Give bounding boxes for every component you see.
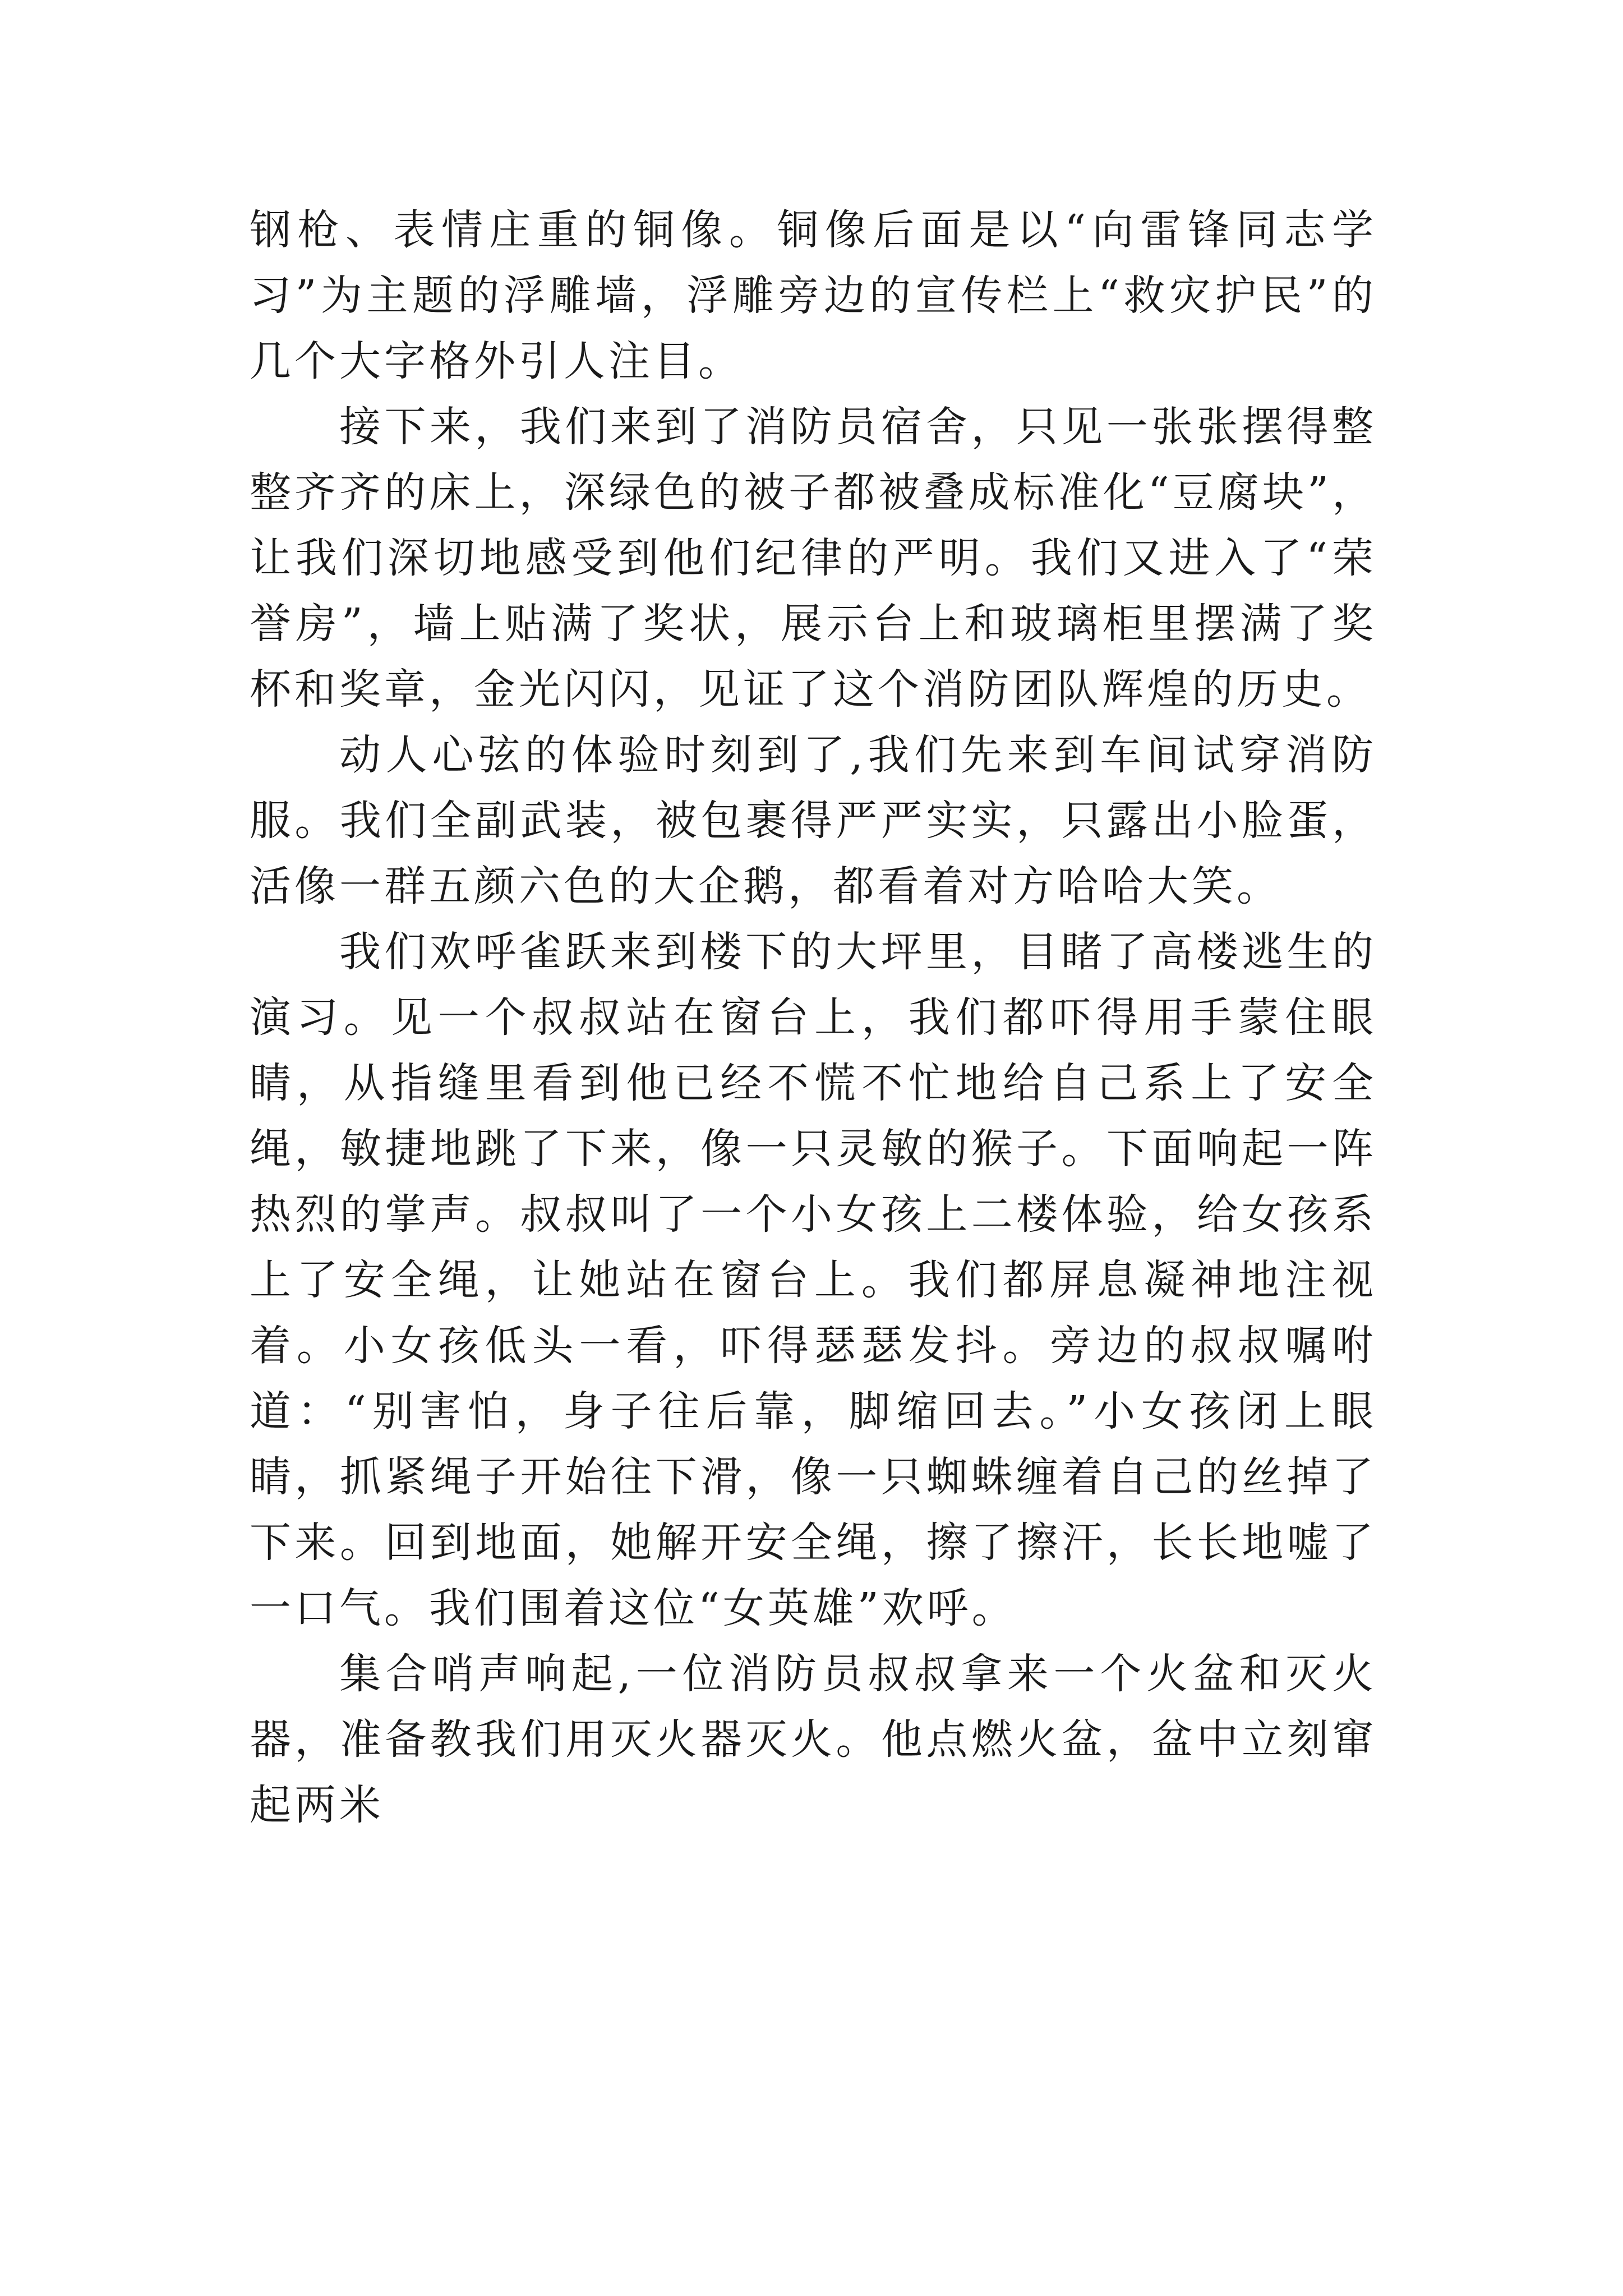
paragraph-4: 我们欢呼雀跃来到楼下的大坪里，目睹了高楼逃生的演习。见一个叔叔站在窗台上，我们都吓得用手蒙住眼睛，从指缝里看到他已经不慌不忙地给自己系上了安全绳，敏捷地跳了下来，像一只灵敏的猴子。下面响起一阵热烈的掌声。叔叔叫了一个小女孩上二楼体验，给女孩系上了安全绳，让她站在窗台上。我们都屏息凝神地注视着。小女孩低头一看，吓得瑟瑟发抖。旁边的叔叔嘱咐道：“别害怕，身子往后靠，脚缩回去。”小女孩闭上眼睛，抓紧绳子开始往下滑，像一只蜘蛛缠着自己的丝掉了下来。回到地面，她解开安全绳，擦了擦汗，长长地嘘了一口气。我们围着这位“女英雄”欢呼。: [250, 928, 1377, 1632]
paragraph-3: 动人心弦的体验时刻到了,我们先来到车间试穿消防服。我们全副武装，被包裹得严严实实，只露出小脸蛋，活像一群五颜六色的大企鹅，都看着对方哈哈大笑。: [250, 731, 1377, 910]
document-body: [250, 197, 1377, 1838]
paragraph-5: 集合哨声响起,一位消防员叔叔拿来一个火盆和灭火器，准备教我们用灭火器灭火。他点燃火盆，盆中立刻窜起两米: [250, 1650, 1377, 1829]
paragraph-2: 接下来，我们来到了消防员宿舍，只见一张张摆得整整齐齐的床上，深绿色的被子都被叠成标准化“豆腐块”，让我们深切地感受到他们纪律的严明。我们又进入了“荣誉房”，墙上贴满了奖状，展示台上和玻璃柜里摆满了奖杯和奖章，金光闪闪，见证了这个消防团队辉煌的历史。: [250, 403, 1377, 714]
paragraph-1: 钢枪、表情庄重的铜像。铜像后面是以“向雷锋同志学习”为主题的浮雕墙，浮雕旁边的宣传栏上“救灾护民”的几个大字格外引人注目。: [250, 206, 1377, 385]
